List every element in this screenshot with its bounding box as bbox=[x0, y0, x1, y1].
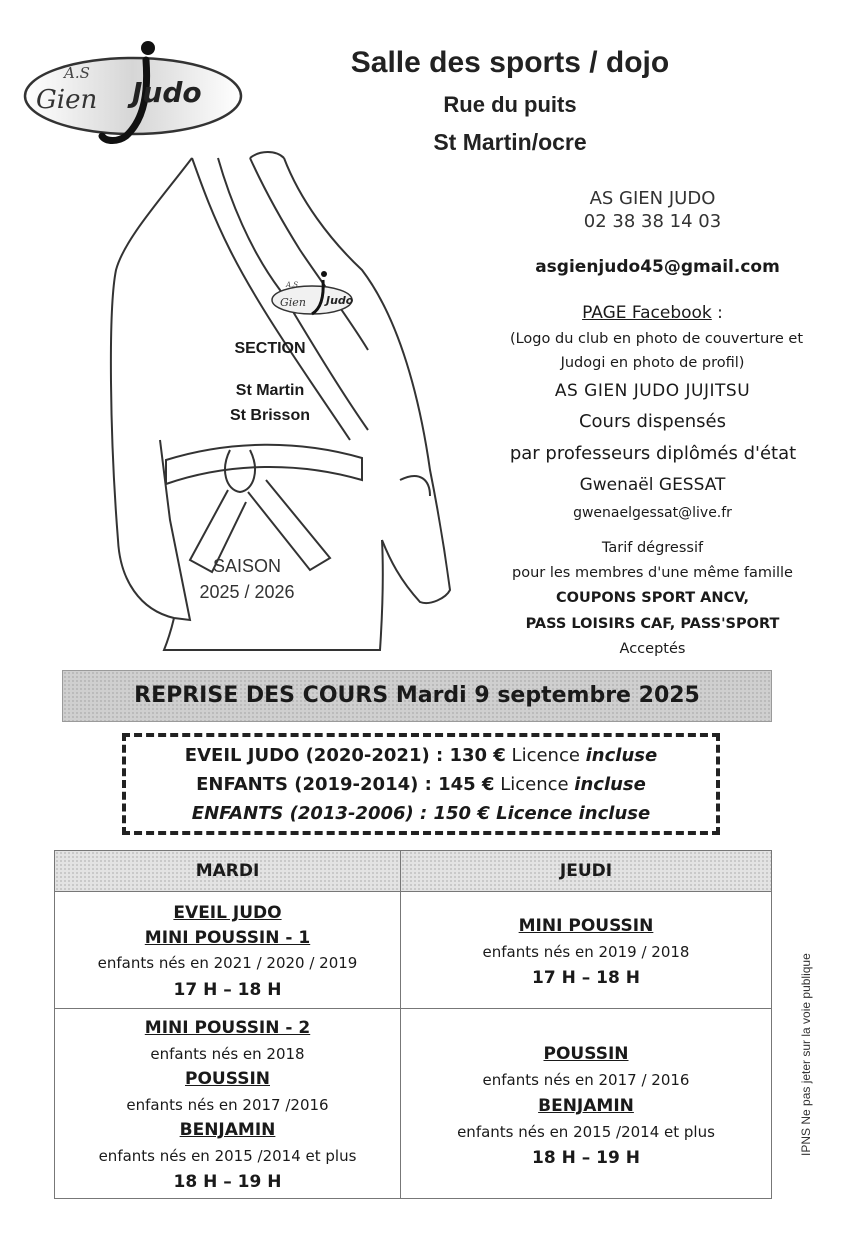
facebook-line bbox=[480, 303, 825, 323]
course-hours: 18 H – 19 H bbox=[532, 1148, 640, 1168]
jacket-neck bbox=[250, 152, 284, 158]
jacket-logo-as: A.S bbox=[286, 281, 299, 289]
ipns-text: IPNS Ne pas jeter sur la voie publique bbox=[799, 953, 813, 1156]
course-mini-poussin: MINI POUSSIN bbox=[518, 916, 654, 936]
tarif-row-enfants-2 bbox=[126, 803, 716, 824]
tarif-famille: pour les membres d'une même famille bbox=[512, 565, 793, 581]
course-benjamin: BENJAMIN bbox=[538, 1096, 634, 1116]
tarif-price: 130 € bbox=[449, 745, 506, 766]
coupons-line-2: PASS LOISIRS CAF, PASS'SPORT bbox=[525, 616, 780, 632]
season-years: 2025 / 2026 bbox=[199, 582, 295, 602]
course-mini-poussin-1: MINI POUSSIN - 1 bbox=[144, 928, 311, 948]
course-birth-years: enfants nés en 2015 /2014 et plus bbox=[457, 1123, 715, 1141]
course-birth-years: enfants nés en 2019 / 2018 bbox=[482, 943, 690, 961]
club-phone: 02 38 38 14 03 bbox=[583, 211, 722, 232]
club-name: AS GIEN JUDO bbox=[589, 188, 716, 209]
facebook-note-2: Judogi en photo de profil) bbox=[560, 355, 745, 371]
tarifs-box bbox=[122, 733, 720, 835]
cours-line-1: Cours dispensés bbox=[578, 411, 727, 432]
facebook-note-1: (Logo du club en photo de couverture et bbox=[509, 331, 804, 347]
reprise-banner: REPRISE DES COURS Mardi 9 septembre 2025 bbox=[62, 670, 772, 722]
course-birth-years: enfants nés en 2015 /2014 et plus bbox=[98, 1146, 357, 1165]
logo-as: A.S bbox=[64, 64, 90, 82]
tarif-price: 150 € bbox=[433, 803, 490, 824]
cell-mardi-18h bbox=[55, 1016, 400, 1195]
cell-jeudi-18h bbox=[401, 1041, 771, 1171]
jacket-left-outline bbox=[111, 158, 192, 620]
facebook-label[interactable]: PAGE Facebook bbox=[582, 303, 712, 323]
tarif-row-eveil bbox=[126, 745, 716, 766]
logo-judo: Judo bbox=[132, 76, 202, 109]
course-birth-years: enfants nés en 2017 / 2016 bbox=[482, 1071, 690, 1089]
course-poussin: POUSSIN bbox=[543, 1044, 629, 1064]
jacket-collar-right bbox=[250, 158, 368, 350]
jacket-place-1: St Martin bbox=[235, 382, 305, 399]
table-divider-top bbox=[55, 891, 771, 892]
course-birth-years: enfants nés en 2017 /2016 bbox=[126, 1095, 329, 1114]
club-logo bbox=[22, 38, 244, 150]
jacket-logo-judo: Judo bbox=[326, 294, 354, 307]
coupons-line-1: COUPONS SPORT ANCV, bbox=[555, 590, 750, 606]
tarif-licence: Licence bbox=[489, 803, 579, 824]
tarif-sep: : bbox=[418, 774, 439, 795]
tarif-degressif: Tarif dégressif bbox=[601, 540, 704, 556]
logo-gien: Gien bbox=[36, 85, 98, 115]
schedule-table bbox=[54, 850, 772, 1199]
tarif-cat: ENFANTS (2019-2014) bbox=[196, 774, 419, 795]
course-hours: 17 H – 18 H bbox=[532, 968, 640, 988]
tarif-incluse: incluse bbox=[585, 745, 658, 766]
tarif-sep: : bbox=[413, 803, 434, 824]
teacher-email[interactable]: gwenaelgessat@live.fr bbox=[573, 505, 732, 521]
cell-jeudi-17h bbox=[401, 913, 771, 991]
table-divider-mid bbox=[55, 1008, 771, 1009]
course-benjamin: BENJAMIN bbox=[179, 1120, 276, 1141]
club-email[interactable]: asgienjudo45@gmail.com bbox=[535, 257, 780, 277]
header-mardi: MARDI bbox=[55, 851, 400, 891]
course-birth-years: enfants nés en 2021 / 2020 / 2019 bbox=[97, 954, 358, 972]
belt-band bbox=[166, 445, 362, 484]
tarif-row-enfants-1 bbox=[126, 774, 716, 795]
tarif-cat: EVEIL JUDO (2020-2021) bbox=[184, 745, 430, 766]
course-hours: 17 H – 18 H bbox=[173, 980, 282, 1000]
tarif-licence: Licence bbox=[494, 774, 575, 795]
ipns-side-note bbox=[772, 930, 832, 1160]
tarif-incluse: incluse bbox=[574, 774, 646, 795]
facebook-colon: : bbox=[711, 303, 723, 323]
jacket-place-2: St Brisson bbox=[229, 407, 310, 424]
venue-street: Rue du puits bbox=[443, 92, 577, 117]
course-mini-poussin-2: MINI POUSSIN - 2 bbox=[144, 1018, 311, 1038]
venue-title: Salle des sports / dojo bbox=[350, 46, 670, 79]
jacket-logo-gien: Gien bbox=[280, 296, 306, 309]
course-hours: 18 H – 19 H bbox=[173, 1171, 282, 1192]
teacher-name: Gwenaël GESSAT bbox=[579, 475, 726, 495]
venue-town: St Martin/ocre bbox=[433, 129, 587, 155]
belt-knot bbox=[225, 450, 255, 492]
jacket-section: SECTION bbox=[234, 340, 306, 357]
cell-mardi-17h bbox=[55, 901, 400, 1003]
header-jeudi: JEUDI bbox=[401, 851, 771, 891]
tarif-licence: Licence bbox=[505, 745, 586, 766]
acceptes: Acceptés bbox=[619, 641, 686, 657]
sleeve-fold bbox=[400, 476, 430, 496]
logo-dot bbox=[141, 41, 155, 55]
tarif-cat: ENFANTS (2013-2006) bbox=[191, 803, 414, 824]
jacket-logo bbox=[272, 271, 354, 314]
tarif-sep: : bbox=[429, 745, 450, 766]
course-birth-years: enfants nés en 2018 bbox=[150, 1044, 305, 1063]
season-label: SAISON bbox=[212, 556, 282, 576]
club-full-name: AS GIEN JUDO JUJITSU bbox=[554, 381, 751, 401]
tarif-incluse: incluse bbox=[578, 803, 651, 824]
cours-line-2: par professeurs diplômés d'état bbox=[509, 443, 797, 464]
course-eveil-judo: EVEIL JUDO bbox=[173, 903, 282, 923]
course-poussin: POUSSIN bbox=[185, 1069, 270, 1090]
tarif-price: 145 € bbox=[438, 774, 495, 795]
